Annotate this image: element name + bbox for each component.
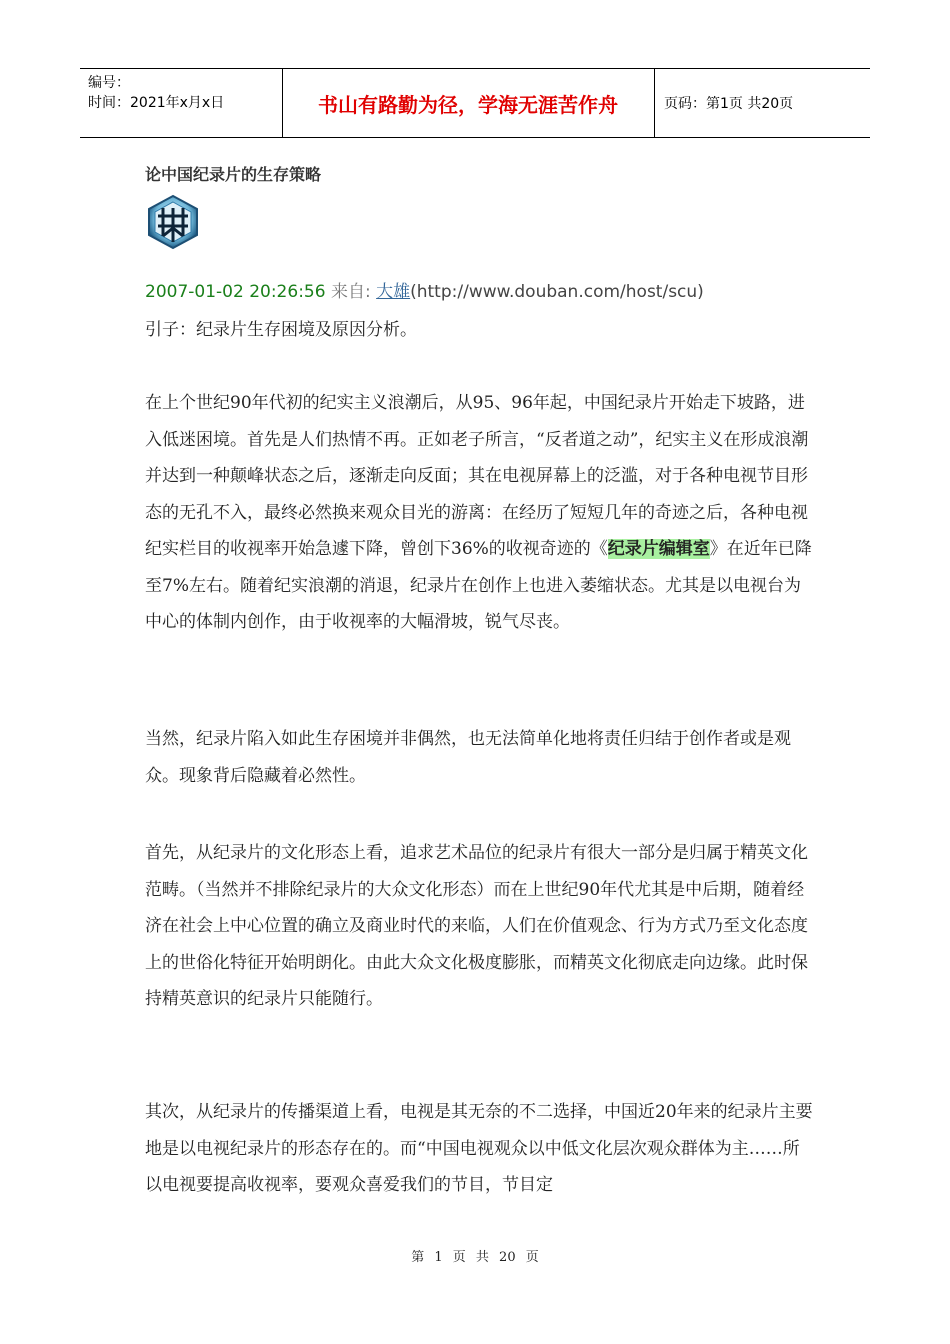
article-title: 论中国纪录片的生存策略 [145, 165, 322, 184]
author-link[interactable]: 大雄 [376, 282, 411, 302]
paragraph-2: 当然，纪录片陷入如此生存困境并非偶然，也无法简单化地将责任归结于创作者或是观众。现象背后隐藏着必然性。 [145, 729, 791, 786]
intro-paragraph: 引子：纪录片生存困境及原因分析。 [145, 320, 417, 340]
header-page-info: 页码：第1页 共20页 [664, 96, 794, 112]
time-label: 时间：2021年x月x日 [88, 95, 225, 111]
header-divider [654, 69, 655, 137]
source-label: 来自: [325, 282, 377, 302]
header-motto: 书山有路勤为径，学海无涯苦作舟 [318, 92, 618, 117]
document-header [80, 68, 870, 138]
paragraph-1 [145, 385, 815, 641]
number-label: 编号： [88, 75, 130, 91]
highlighted-program-name[interactable]: 纪录片编辑室 [607, 539, 710, 559]
author-url: (http://www.douban.com/host/scu) [410, 282, 704, 302]
page-footer: 第 1 页 共 20 页 [411, 1250, 539, 1265]
header-info [88, 73, 224, 113]
paragraph-1-text: 在上个世纪90年代初的纪实主义浪潮后，从95、96年起，中国纪录片开始走下坡路，进入低迷困境。首先是人们热情不再。正如老子所言，“反者道之动”，纪实主义在形成浪潮并达到一种颠峰状态之后，逐渐走向反面；其在电视屏幕上的泛滥，对于各种电视节目形态的无孔不入，最终必然换来观众目光的游离：在经历了短短几年的奇迹之后，各种电视纪实栏目的收视率开始急遽下降，曾创下36%的收视奇迹的《 [145, 393, 809, 559]
paragraph-1-text-end: 》在近年已降至7%左右。随着纪实浪潮的消退，纪录片在创作上也进入萎缩状态。尤其是以电视台为中心的体制内创作，由于收视率的大幅滑坡，锐气尽丧。 [145, 539, 812, 632]
paragraph-4: 其次，从纪录片的传播渠道上看，电视是其无奈的不二选择，中国近20年来的纪录片主要地是以电视纪录片的形态存在的。而“中国电视观众以中低文化层次观众群体为主……所以电视要提高收视率，要观众喜爱我们的节目，节目定 [145, 1102, 813, 1195]
post-meta [145, 281, 704, 303]
avatar[interactable] [145, 194, 201, 250]
post-datetime: 2007-01-02 20:26:56 [145, 282, 326, 302]
paragraph-3: 首先，从纪录片的文化形态上看，追求艺术品位的纪录片有很大一部分是归属于精英文化范畴。（当然并不排除纪录片的大众文化形态）而在上世纪90年代尤其是中后期，随着经济在社会上中心位置的确立及商业时代的来临，人们在价值观念、行为方式乃至文化态度上的世俗化特征开始明朗化。由此大众文化极度膨胀，而精英文化彻底走向边缘。此时保持精英意识的纪录片只能随行。 [145, 843, 808, 1009]
